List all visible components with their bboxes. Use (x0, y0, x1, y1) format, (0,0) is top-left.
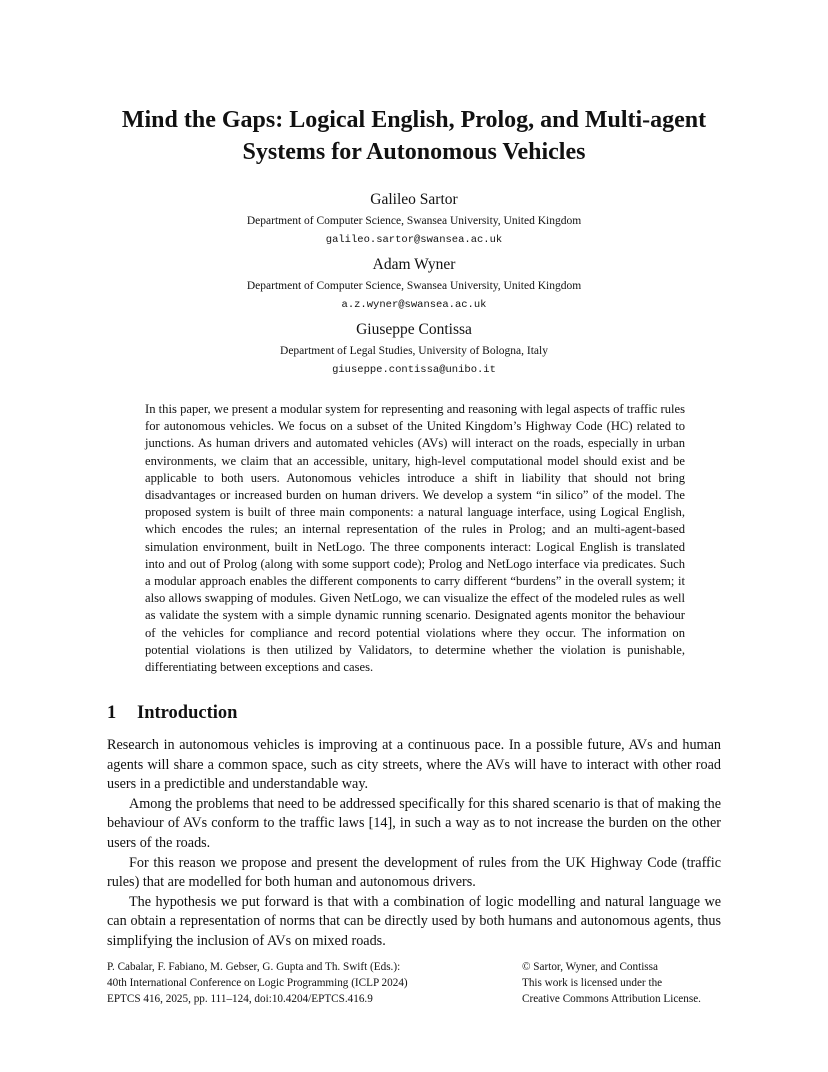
author-affiliation: Department of Legal Studies, University of Bologna, Italy (280, 345, 548, 357)
paragraph: For this reason we propose and present the development of rules from the UK Highway Code (traffic rules) that are modelled for both human and autonomous drivers. (107, 854, 721, 891)
author-name: Giuseppe Contissa (356, 321, 472, 338)
author-email: galileo.sartor@swansea.ac.uk (325, 234, 503, 246)
author-name: Galileo Sartor (370, 191, 458, 208)
footer-line: This work is licensed under the (522, 976, 663, 989)
author-block-3 (100, 320, 728, 378)
paper-title: Mind the Gaps: Logical English, Prolog, and Multi-agent Systems for Autonomous Vehicles (121, 107, 707, 165)
author-affiliation: Department of Computer Science, Swansea University, United Kingdom (246, 280, 582, 292)
author-block-1 (100, 190, 728, 248)
paragraph: The hypothesis we put forward is that with a combination of logic modelling and natural language we can obtain a representation of norms that can be directly used by both humans and autonomous agents, thus simplifying the inclusion of AVs on mixed roads. (107, 893, 721, 949)
section-number: 1 (107, 703, 117, 723)
footer-citation (107, 960, 408, 1007)
section-heading (107, 701, 237, 725)
footer-line: EPTCS 416, 2025, pp. 111–124, doi:10.4204/EPTCS.416.9 (107, 992, 373, 1005)
author-affiliation: Department of Computer Science, Swansea University, United Kingdom (246, 215, 582, 227)
author-block-2 (100, 255, 728, 313)
author-name: Adam Wyner (372, 256, 456, 273)
footer-license (522, 960, 701, 1007)
introduction-body (107, 736, 721, 952)
footer-line: 40th International Conference on Logic Programming (ICLP 2024) (107, 976, 408, 989)
paragraph: Research in autonomous vehicles is improving at a continuous pace. In a possible future, AVs and human agents will share a common space, such as city streets, where the AVs will have to interact with other road users in a predictible and understandable way. (107, 737, 721, 793)
author-email: a.z.wyner@swansea.ac.uk (341, 299, 487, 311)
abstract: In this paper, we present a modular system for representing and reasoning with legal aspects of traffic rules for autonomous vehicles. We focus on a subset of the United Kingdom’s Highway Code (HC) related to junctions. As human drivers and automated vehicles (AVs) will interact on the roads, especially in urban environments, we claim that an accessible, unitary, high-level computational model should exist and be applicable to both users. Autonomous vehicles introduce a shift in liability that should not bring disadvantages or increased burden on human drivers. We develop a system “in silico” of the model. The proposed system is built of three main components: a natural language interface, using Logical English, which encodes the rules; an internal representation of the rules in Prolog; and an multi-agent-based simulation environment, built in NetLogo. The three components interact: Logical English is translated into and out of Prolog (along with some support code); Prolog and NetLogo interface via predicates. Such a modular approach enables the different components to carry different “burdens” in the overall system; it also allows swapping of modules. Given NetLogo, we can visualize the effect of the modeled rules as well as validate the system with a simple dynamic running scenario. Designated agents monitor the behaviour of the vehicles for compliance and record potential violations where they occur. The information on potential violations is then utilized by Validators, to determine whether the violation is punishable, differentiating between exceptions and cases. (145, 402, 685, 675)
footer-line: Creative Commons Attribution License. (522, 992, 701, 1005)
section-title: Introduction (137, 703, 238, 723)
paragraph: Among the problems that need to be addressed specifically for this shared scenario is that of making the behaviour of AVs conform to the traffic laws [14], in such a way as to not increase the burden on the other users of the roads. (107, 795, 721, 851)
footer-line: P. Cabalar, F. Fabiano, M. Gebser, G. Gupta and Th. Swift (Eds.): (107, 961, 401, 973)
author-email: giuseppe.contissa@unibo.it (332, 364, 496, 376)
footer-line: © Sartor, Wyner, and Contissa (522, 961, 658, 973)
